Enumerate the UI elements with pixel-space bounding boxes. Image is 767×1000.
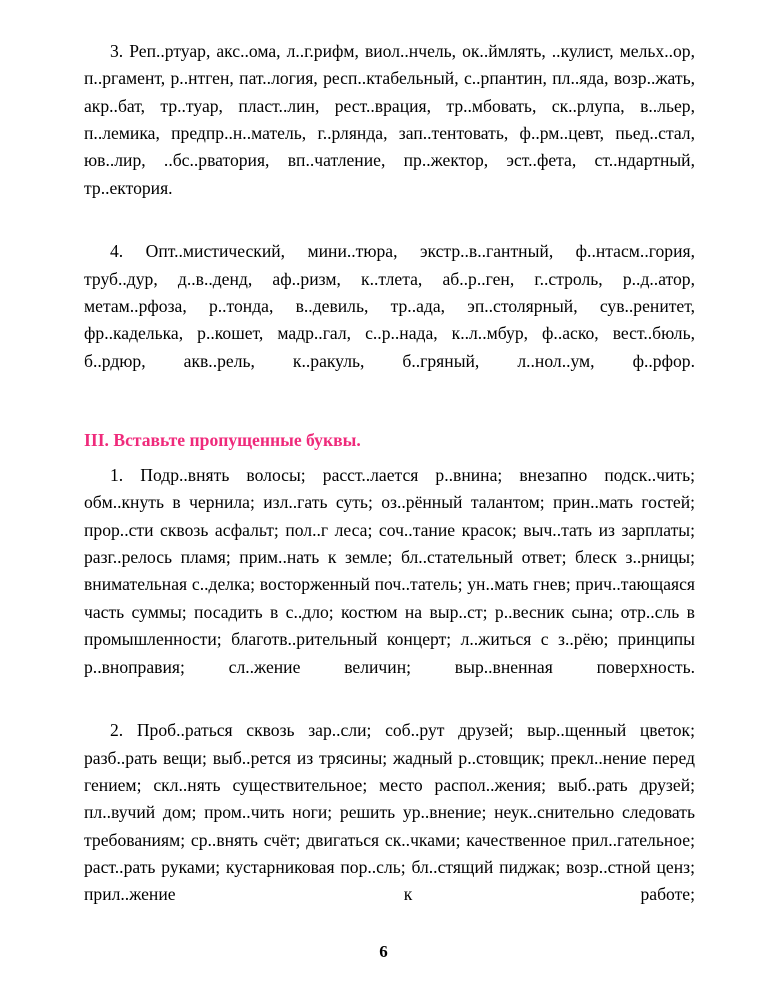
- heading-spacer: [84, 453, 695, 462]
- page-number: 6: [379, 942, 388, 961]
- exercise-task-2: 2. Проб..раться сквозь зар..сли; соб..рут друзей; выр..щенный цветок; разб..рать вещи; выб..рется из трясины; жадный р..стовщик; прекл..нение перед гением; скл..нять существительное; место распол..жения; выб..рать друзей; пл..вучий дом; пром..чить ноги; решить ур..внение; неук..снительно следовать требованиям; ср..внять счёт; двигаться ск..чками; качественное прил..гательное; раст..рать руками; кустарниковая пор..сль; бл..стящий пиджак; возр..стной ценз; прил..жение к работе;: [84, 720, 695, 905]
- exercise-task-1: 1. Подр..внять волосы; расст..лается р..внина; внезапно подск..чить; обм..кнуть в чернила; изл..гать суть; оз..рённый талантом; прин..мать гостей; прор..сти сквозь асфальт; пол..г леса; соч..тание красок; выч..тать из зарплаты; разг..релось пламя; прим..нать к земле; бл..стательный ответ; блеск з..рницы; внимательная с..делка; восторженный поч..татель; ун..мать гнев; прич..тающаяся часть суммы; посадить в с..дло; костюм на выр..ст; р..весник сына; отр..сль в промышленности; благотв..рительный концерт; л..житься с з..рёю; принципы р..вноправия; сл..жение величин; выр..вненная поверхность.: [84, 465, 695, 677]
- paragraph-spacer: [84, 229, 695, 238]
- section-heading-iii: III. Вставьте пропущенные буквы.: [84, 430, 361, 451]
- exercise-item-4: 4. Опт..мистический, мини..тюра, экстр..в..гантный, ф..нтасм..гория, труб..дур, д..в..денд, аф..ризм, к..тлета, аб..р..ген, г..строль, р..д..атор, метам..рфоза, р..тонда, в..девиль, тр..ада, эп..столярный, сув..ренитет, фр..каделька, р..кошет, мадр..гал, с..р..нада, к..л..мбур, ф..аско, вест..бюль, б..рдюр, акв..рель, к..ракуль, б..гряный, л..нол..ум, ф..рфор.: [84, 241, 695, 371]
- section-spacer: [84, 402, 695, 428]
- paragraph-spacer-2: [84, 708, 695, 717]
- exercise-item-3: 3. Реп..ртуар, акс..ома, л..г.рифм, виол..нчель, ок..ймлять, ..кулист, мельх..ор, п..ргамент, р..нтген, пат..логия, респ..ктабельный, с..рпантин, пл..яда, возр..жать, акр..бат, тр..туар, пласт..лин, рест..врация, тр..мбовать, ск..рлупа, в..льер, п..лемика, предпр..н..матель, г..рлянда, зап..тентовать, ф..рм..цевт, пьед..стал, юв..лир, ..бс..рватория, вп..чатление, пр..жектор, эст..фета, ст..ндартный, тр..ектория.: [84, 41, 695, 198]
